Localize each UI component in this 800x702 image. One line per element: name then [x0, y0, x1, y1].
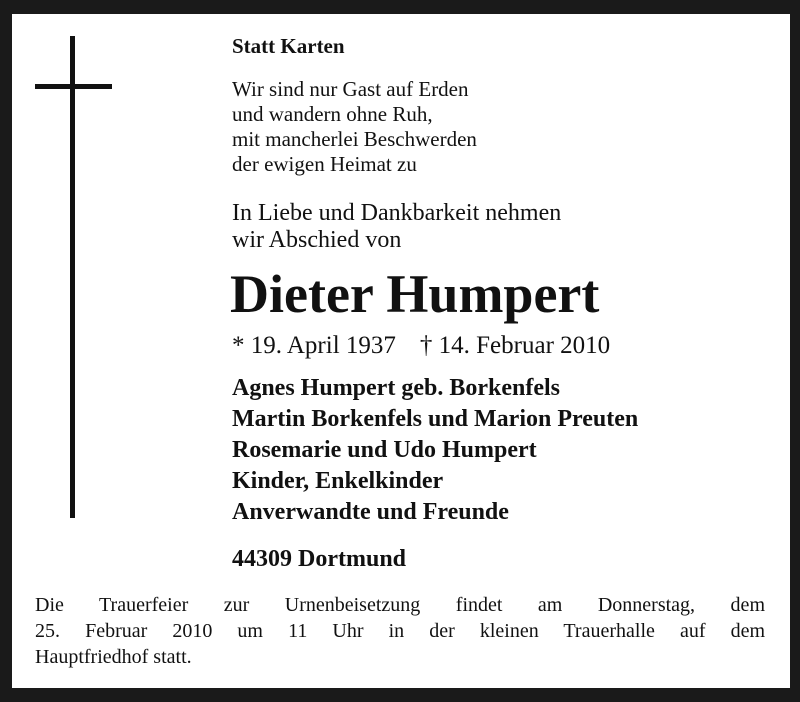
ceremony-line: Hauptfriedhof statt. — [35, 646, 192, 668]
intro-line: wir Abschied von — [232, 227, 402, 253]
header-statt-karten: Statt Karten — [232, 34, 345, 58]
deceased-name: Dieter Humpert — [230, 264, 600, 324]
mourners-list — [232, 373, 638, 528]
intro-line: In Liebe und Dankbarkeit nehmen — [232, 200, 562, 226]
ceremony-info — [35, 592, 765, 670]
birth-date: * 19. April 1937 — [232, 332, 396, 359]
city-address: 44309 Dortmund — [232, 546, 407, 572]
poem-line: Wir sind nur Gast auf Erden — [232, 77, 469, 101]
farewell-intro — [232, 200, 561, 254]
cross-icon-crossbar — [35, 84, 112, 89]
cross-icon — [70, 36, 75, 518]
poem — [232, 77, 477, 177]
poem-line: mit mancherlei Beschwerden — [232, 127, 477, 151]
ceremony-line: Die Trauerfeier zur Urnenbeisetzung findet am Donnerstag, dem — [35, 594, 765, 616]
mourner-line: Martin Borkenfels und Marion Preuten — [232, 406, 639, 432]
poem-line: und wandern ohne Ruh, — [232, 102, 433, 126]
mourner-line: Agnes Humpert geb. Borkenfels — [232, 375, 560, 401]
life-dates — [232, 331, 610, 361]
ceremony-line: 25. Februar 2010 um 11 Uhr in der kleinen Trauerhalle auf dem — [35, 620, 765, 642]
mourner-line: Kinder, Enkelkinder — [232, 468, 444, 494]
death-date: † 14. Februar 2010 — [419, 332, 611, 359]
mourner-line: Anverwandte und Freunde — [232, 499, 509, 525]
poem-line: der ewigen Heimat zu — [232, 152, 417, 176]
mourner-line: Rosemarie und Udo Humpert — [232, 437, 537, 463]
